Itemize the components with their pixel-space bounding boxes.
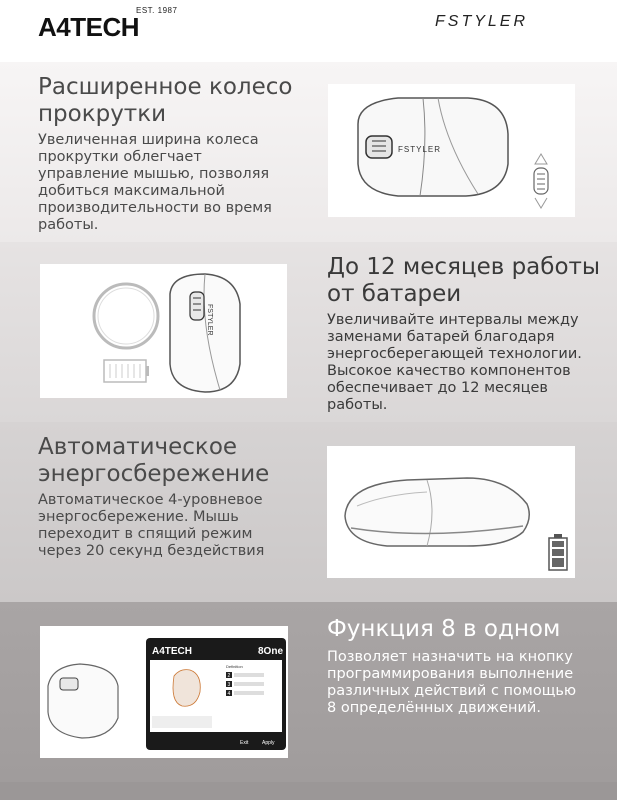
feature-title: Расширенное колесо прокрутки: [38, 74, 293, 127]
feature-title: До 12 месяцев работы от батареи: [327, 254, 601, 307]
feature-description: Увеличенная ширина колеса прокрутки облегчает управление мышью, позволяя добиться максимальной производительности во время работы.: [38, 132, 272, 233]
page-header: [0, 0, 617, 62]
feature-title: Функция 8 в одном: [327, 616, 561, 642]
brand-logo: [38, 6, 178, 44]
svg-text:FSTYLER: FSTYLER: [206, 304, 213, 336]
feature-title: Автоматическое энергосбережение: [38, 434, 270, 487]
svg-text:3: 3: [227, 682, 231, 688]
mouse-top-icon: [170, 274, 240, 392]
feature-description: Увеличивайте интервалы между заменами батарей благодаря энергосберегающей технологии. Высокое качество компонентов обеспечивает до 12 месяцев работы.: [327, 312, 582, 413]
battery-life-image: [40, 264, 287, 398]
definition-label: Definition: [226, 664, 243, 669]
scroll-wheel-icon: [534, 154, 548, 208]
software-brand: A4TECH: [152, 646, 193, 657]
exit-button: Exit: [240, 740, 249, 746]
scroll-wheel-image: [328, 84, 575, 217]
feature-battery-life: [0, 242, 617, 422]
footer-bar: [0, 782, 617, 800]
fstyler-text: FSTYLER: [435, 13, 529, 30]
battery-level-icon: [104, 360, 149, 382]
battery-ring-icon: [94, 284, 158, 348]
brand-est: EST. 1987: [136, 6, 178, 15]
apply-button: Apply: [262, 740, 275, 746]
software-window: [146, 638, 286, 750]
brand-name: A4TECH: [38, 12, 140, 42]
mouse-side-icon: [345, 478, 529, 546]
feature-scroll-wheel: [0, 62, 617, 242]
battery-level-icon: [549, 534, 567, 570]
power-saving-image: [327, 446, 575, 578]
software-logo: 8One: [258, 646, 284, 657]
fstyler-logo: [435, 10, 585, 30]
feature-description: Автоматическое 4-уровневое энергосбережение. Мышь переходит в спящий режим через 20 секунд бездействия: [38, 492, 265, 559]
feature-power-saving: [0, 422, 617, 602]
feature-8-in-1: [0, 602, 617, 800]
feature-description: Позволяет назначить на кнопку программирования выполнение различных действий с помощью 8 определённых движений.: [327, 649, 577, 716]
software-image: [40, 626, 288, 758]
svg-text:FSTYLER: FSTYLER: [398, 145, 442, 154]
mouse-top-icon: [328, 84, 575, 217]
svg-text:4: 4: [227, 691, 231, 697]
svg-text:2: 2: [227, 673, 231, 679]
mouse-side-icon: [48, 664, 118, 738]
